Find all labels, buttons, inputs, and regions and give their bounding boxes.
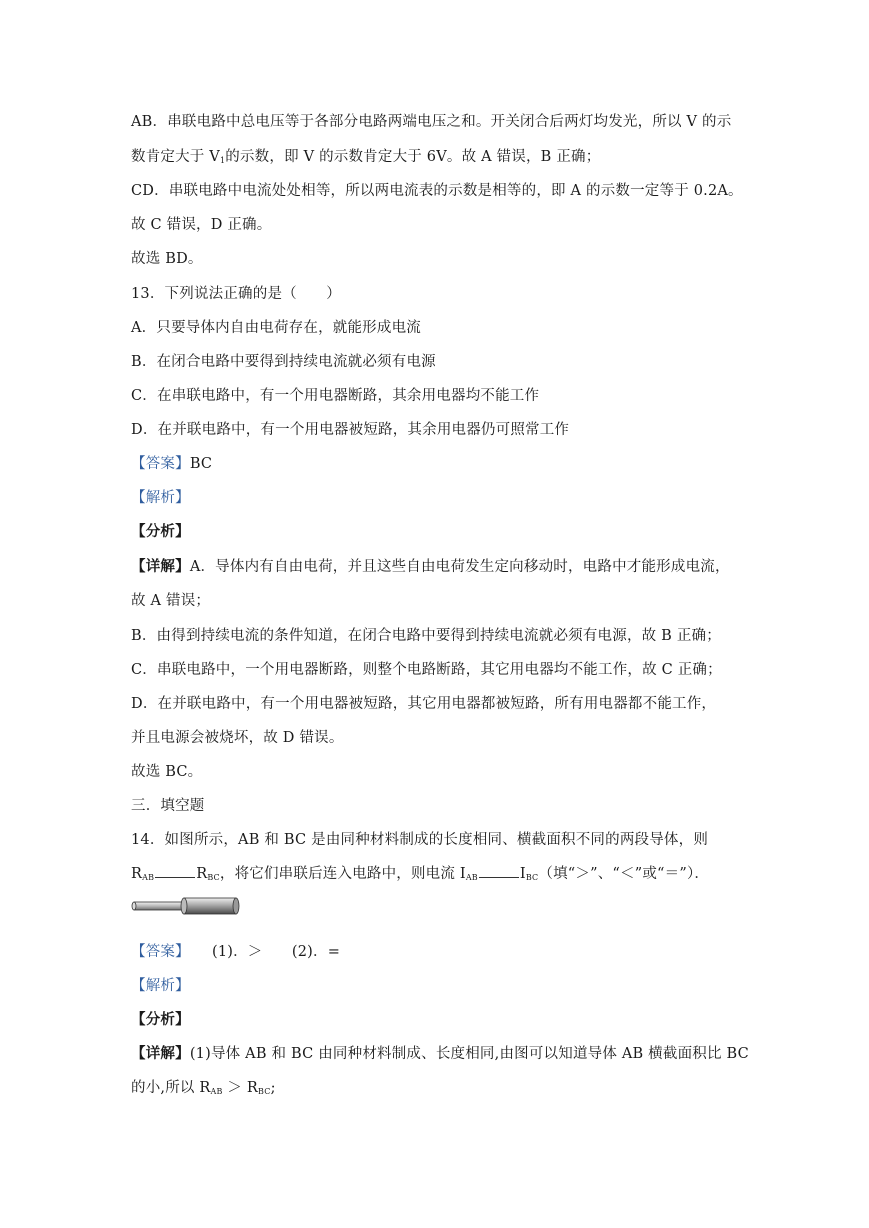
text-line: 并且电源会被烧坏，故 D 错误。 (131, 730, 344, 746)
question-13-stem: 13．下列说法正确的是（ ） (131, 286, 341, 302)
text-line: 数肯定大于 $V_1$的示数，即 V 的示数肯定大于 6V。故 A 错误，B 正确； (131, 149, 601, 165)
text-line: 的小,所以 $R_{AB} > R_{BC}$; (131, 1080, 276, 1096)
conductor-bc (184, 898, 236, 914)
question-14-stem: 14．如图所示，AB 和 BC 是由同种材料制成的长度相同、横截面积不同的两段导体，则 (131, 832, 709, 848)
text-line: 故选 BD。 (131, 251, 203, 267)
text-line: B．由得到持续电流的条件知道，在闭合电路中要得到持续电流就必须有电源，故 B 正确； (131, 628, 721, 644)
text-line: CD．串联电路中电流处处相等，所以两电流表的示数是相等的，即 A 的示数一定等于 0.2A。 (131, 183, 743, 199)
conductor-bc-end (233, 898, 239, 914)
analysis-tag: 【解析】 (131, 978, 190, 994)
conductor-figure (131, 893, 243, 935)
detail-line: 【详解】A．导体内有自由电荷，并且这些自由电荷发生定向移动时，电路中才能形成电流， (131, 558, 730, 575)
analysis-subhead: 【分析】 (131, 1011, 190, 1028)
conductor-ab-end (132, 902, 136, 910)
answer-line: 【答案】 (1)．＞ (2)．= (131, 944, 341, 960)
detail-tag: 【详解】 (131, 558, 190, 575)
detail-line: 【详解】(1)导体 AB 和 BC 由同种材料制成、长度相同,由图可以知道导体 AB 横截面积比 BC (131, 1045, 749, 1062)
analysis-tag: 【解析】 (131, 490, 190, 506)
text-line: AB．串联电路中总电压等于各部分电路两端电压之和。开关闭合后两灯均发光，所以 V 的示 (131, 114, 732, 130)
answer-tag: 【答案】 (131, 944, 183, 960)
answer-line: 【答案】BC (131, 456, 213, 472)
analysis-subhead: 【分析】 (131, 523, 190, 540)
blank-2 (479, 865, 519, 878)
blank-1 (155, 865, 195, 878)
answer-tag: 【答案】 (131, 456, 190, 472)
text-line: D．在并联电路中，有一个用电器被短路，其它用电器都被短路，所有用电器都不能工作， (131, 696, 717, 712)
option-d: D．在并联电路中，有一个用电器被短路，其余用电器仍可照常工作 (131, 422, 570, 438)
section-heading: 三．填空题 (131, 798, 205, 814)
text-line: 故 C 错误，D 正确。 (131, 217, 272, 233)
question-14-blanks: $R_{AB}$ $R_{BC}$，将它们串联后连入电路中，则电流 $I_{AB}$ $I_{BC}$（填“＞”、“＜”或“＝”）． (131, 866, 710, 882)
conductor-ab (134, 902, 184, 910)
text-line: C．串联电路中，一个用电器断路，则整个电路断路，其它用电器均不能工作，故 C 正确； (131, 662, 722, 678)
detail-tag: 【详解】 (131, 1045, 190, 1062)
option-a: A．只要导体内自由电荷存在，就能形成电流 (131, 320, 421, 336)
option-c: C．在串联电路中，有一个用电器断路，其余用电器均不能工作 (131, 388, 540, 404)
text-line: 故选 BC。 (131, 764, 203, 780)
option-b: B．在闭合电路中要得到持续电流就必须有电源 (131, 354, 436, 370)
text-line: 故 A 错误； (131, 593, 211, 609)
conductor-bc-front (181, 898, 187, 914)
